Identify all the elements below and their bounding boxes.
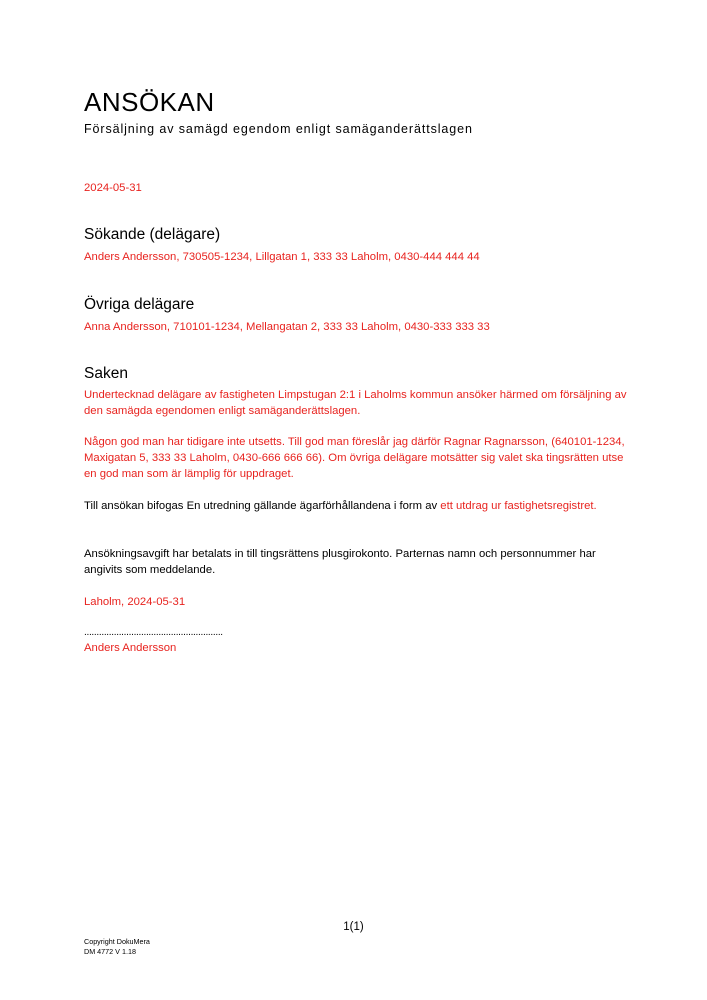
document-title: ANSÖKAN xyxy=(84,87,215,117)
footer-copyright: Copyright DokuMera xyxy=(84,937,150,946)
other-owners-details: Anna Andersson, 710101-1234, Mellangatan 2, 333 33 Laholm, 0430-333 333 33 xyxy=(84,321,490,333)
other-owners-heading: Övriga delägare xyxy=(84,296,195,313)
applicant-details: Anders Andersson, 730505-1234, Lillgatan 1, 333 33 Laholm, 0430-444 444 44 xyxy=(84,251,480,263)
document-date: 2024-05-31 xyxy=(84,182,142,194)
signature-line: ........................................................ xyxy=(84,627,223,638)
matter-paragraph-3 xyxy=(84,498,629,514)
matter-paragraph-1: Undertecknad delägare av fastigheten Limpstugan 2:1 i Laholms kommun ansöker härmed om försäljning av den samägda egendomen enligt samäganderättslagen. xyxy=(84,389,627,417)
signature-name: Anders Andersson xyxy=(84,642,177,654)
footer-doc-id: DM 4772 V 1.18 xyxy=(84,947,136,956)
matter-paragraph-2: Någon god man har tidigare inte utsetts. Till god man föreslår jag därför Ragnar Ragnarsson, (640101-1234, Maxigatan 5, 333 33 Laholm, 0430-666 666 66). Om övriga delägare motsätter sig valet ska tingsrätten utse en god man som är lämplig för uppdraget. xyxy=(84,436,625,480)
attachments-register-extract: ett utdrag ur fastighetsregistret. xyxy=(440,500,597,512)
page-number: 1(1) xyxy=(343,921,364,933)
matter-heading: Saken xyxy=(84,365,128,382)
document-subtitle: Försäljning av samägd egendom enligt samäganderättslagen xyxy=(84,122,473,136)
matter-paragraph-4: Ansökningsavgift har betalats in till tingsrättens plusgirokonto. Parternas namn och personnummer har angivits som meddelande. xyxy=(84,548,596,576)
attachments-text: Till ansökan bifogas En utredning gällande ägarförhållandena i form av xyxy=(84,500,441,512)
applicant-heading: Sökande (delägare) xyxy=(84,226,221,243)
signature-place-date: Laholm, 2024-05-31 xyxy=(84,596,186,608)
